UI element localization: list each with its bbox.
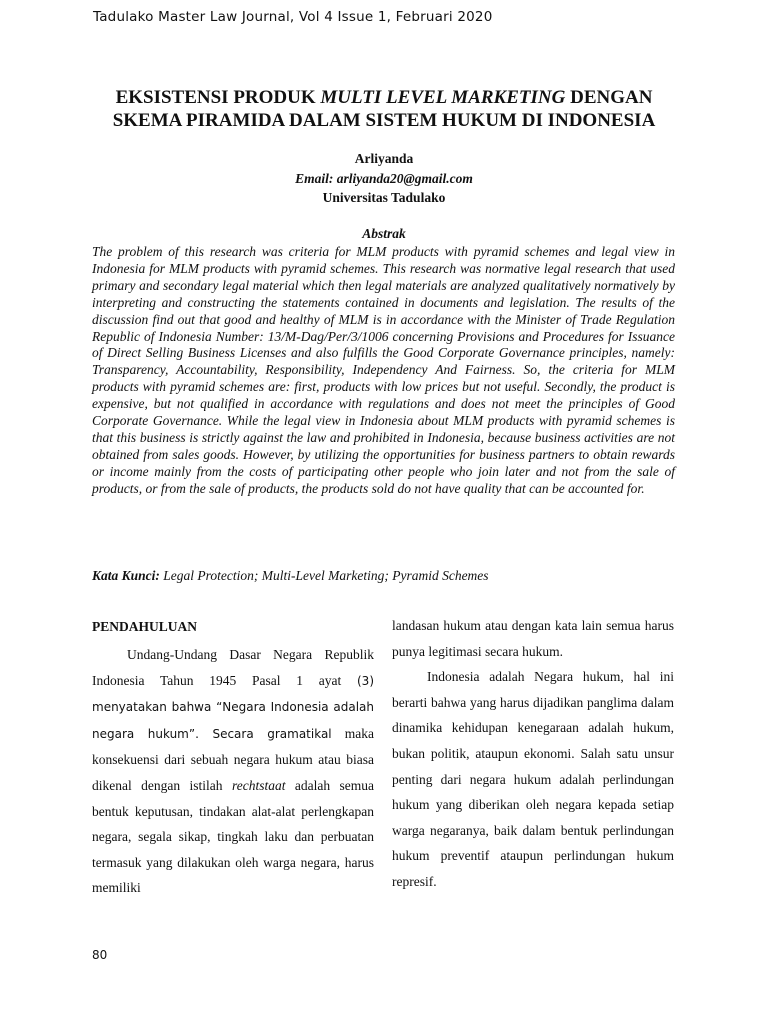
author-block: [80, 149, 688, 208]
left-column: [92, 616, 374, 901]
author-email: Email: arliyanda20@gmail.com: [295, 170, 473, 186]
continuation-paragraph: landasan hukum atau dengan kata lain semua harus punya legitimasi secara hukum.: [392, 618, 674, 659]
intro-paragraph: [92, 642, 374, 901]
right-column: [392, 613, 674, 895]
intro-text-e: adalah semua bentuk keputusan, tindakan alat-alat perlengkapan negara, segala sikap, tingkah laku dan perbuatan termasuk yang dilakukan oleh warga negara, harus memiliki: [92, 777, 375, 896]
author-affiliation: Universitas Tadulako: [322, 190, 446, 205]
author-name: Arliyanda: [354, 151, 414, 166]
abstract-heading: Abstrak: [362, 226, 406, 241]
intro-text-c: maka konsekuensi dari sebuah negara hukum atau biasa dikenal dengan istilah: [92, 725, 374, 793]
keywords-label: Kata Kunci:: [92, 568, 160, 583]
intro-text-quote: (3) menyatakan bahwa “Negara Indonesia adalah negara hukum”. Secara gramatikal: [92, 673, 374, 741]
section-heading: PENDAHULUAN: [92, 619, 198, 634]
intro-term-rechtstaat: rechtstaat: [231, 777, 286, 793]
paper-title: [80, 86, 688, 132]
abstract-text: The problem of this research was criteria for MLM products with pyramid schemes and legal view in Indonesia for MLM products with pyramid schemes. This research was normative legal research that used primary and secondary legal material which then legal materials are analyzed qualitatively normatively by interpreting and constructing the statements contained in documents and legislation. The results of the discussion find out that good and healthy of MLM is in accordance with the Minister of Trade Regulation Republic of Indonesia Number: 13/M-Dag/Per/3/1006 concerning Provisions and Procedures for Issuance of Direct Selling Business Licenses and also fulfills the Good Corporate Governance principles, namely: Transparency, Accountability, Responsibility, Independency And Fairness. So, the criteria for MLM products with pyramid schemes are: first, products with low prices but not useful. Secondly, the product is expensive, but not qualified in accordance with regulations and does not meet the principles of Good Corporate Governance. While the legal view in Indonesia about MLM products with pyramid schemes is that this business is strictly against the law and prohibited in Indonesia, because business activities are not obtained from sales goods. However, by utilizing the opportunities for business partners to obtain rewards or income mainly from the costs of participating other people who join later and not from the sale of products, or from the sale of products, the products sold do not have quality that can be accounted for.: [92, 244, 675, 496]
keywords-text: Legal Protection; Multi-Level Marketing; Pyramid Schemes: [159, 568, 489, 583]
intro-text-a: Undang-Undang Dasar Negara Republik Indonesia Tahun 1945 Pasal 1 ayat: [92, 647, 374, 688]
title-part-3: DENGAN SKEMA PIRAMIDA DALAM SISTEM HUKUM DI INDONESIA: [112, 87, 656, 131]
second-paragraph: Indonesia adalah Negara hukum, hal ini berarti bahwa yang harus dijadikan panglima dalam dinamika kehidupan kenegaraan adalah hukum, bukan politik, ataupun ekonomi. Salah satu unsur penting dari negara hukum adalah perlindungan hukum yang diberikan oleh negara kepada setiap warga negaranya, baik dalam bentuk perlindungan hukum preventif ataupun perlindungan hukum represif.: [392, 669, 674, 889]
page-number: 80: [92, 948, 108, 962]
running-head: Tadulako Master Law Journal, Vol 4 Issue 1, Februari 2020: [93, 9, 493, 25]
title-part-2: MULTI LEVEL MARKETING: [320, 87, 566, 108]
keywords: [92, 568, 675, 584]
title-part-1: EKSISTENSI PRODUK: [115, 87, 321, 108]
